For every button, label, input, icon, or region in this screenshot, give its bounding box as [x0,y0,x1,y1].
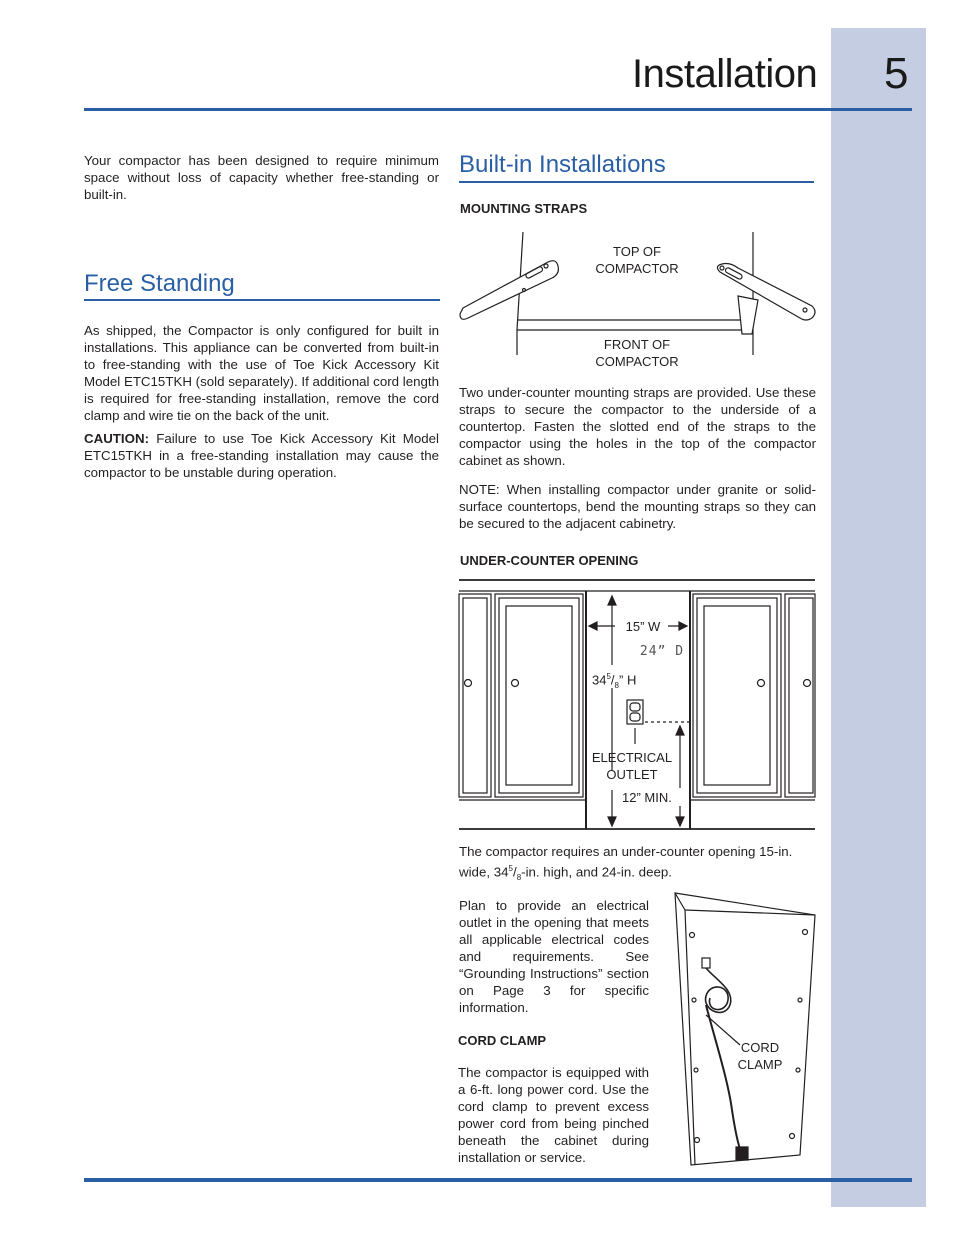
front-of-compactor-label: FRONT OF COMPACTOR [595,337,679,369]
cord-clamp-paragraph: The compactor is equipped with a 6-ft. long power cord. Use the cord clamp to prevent excess power cord from being pinched beneath the cabinet during installation or service. [458,1065,649,1165]
free-standing-paragraph: As shipped, the Compactor is only configured for built in installations. This appliance can be converted from built-in to free-standing with the use of Toe Kick Accessory Kit Model ETC15TKH (sold separately). If additional cord length is required for free-standing installation, remove the cord clamp and wire tie on the back of the unit. [84,323,439,423]
electrical-outlet-label: ELECTRICAL OUTLET [591,750,673,782]
caution-text: Failure to use Toe Kick Accessory Kit Model ETC15TKH in a free-standing installation may cause the compactor to be unstable during operation. [84,431,439,480]
cord-clamp-subhead: CORD CLAMP [458,1033,547,1048]
under-counter-caption: The compactor requires an under-counter opening 15-in. wide, $34^5/_8-in$. high, and 24-in. deep. [459,844,793,883]
top-of-compactor-label: TOP OF COMPACTOR [595,244,679,276]
mounting-straps-paragraph: Two under-counter mounting straps are provided. Use these straps to secure the compactor to the underside of a countertop. Fasten the slotted end of the straps to the compactor using the holes in the top of the compactor cabinet as shown. [459,385,816,468]
page-number: 5 [884,49,909,98]
depth-label: 24” D [639,644,685,659]
mounting-straps-subhead: MOUNTING STRAPS [460,201,588,216]
cord-clamp-label: CORD CLAMP [737,1040,783,1072]
width-label: 15” W [625,619,661,634]
mounting-straps-note: NOTE: When installing compactor under granite or solid-surface countertops, bend the mounting straps so they can be secured to the adjacent cabinetry. [459,482,816,531]
free-standing-heading: Free Standing [84,270,235,297]
twelve-inch-min-label: 12” MIN. [622,790,672,805]
outlet-paragraph: Plan to provide an electrical outlet in the opening that meets all applicable electrical codes and requirements. See “Grounding Instructions” section on Page 3 for specific information. [459,898,649,1015]
caution-label: CAUTION: [84,431,149,446]
footer-rule [84,1178,912,1182]
built-in-heading: Built-in Installations [459,151,666,178]
under-counter-subhead: UNDER-COUNTER OPENING [460,553,639,568]
intro-paragraph: Your compactor has been designed to require minimum space without loss of capacity whether free-standing or built-in. [84,153,439,202]
page-title: Installation [632,52,818,96]
height-label: $34^5/_8$” H [592,672,637,690]
